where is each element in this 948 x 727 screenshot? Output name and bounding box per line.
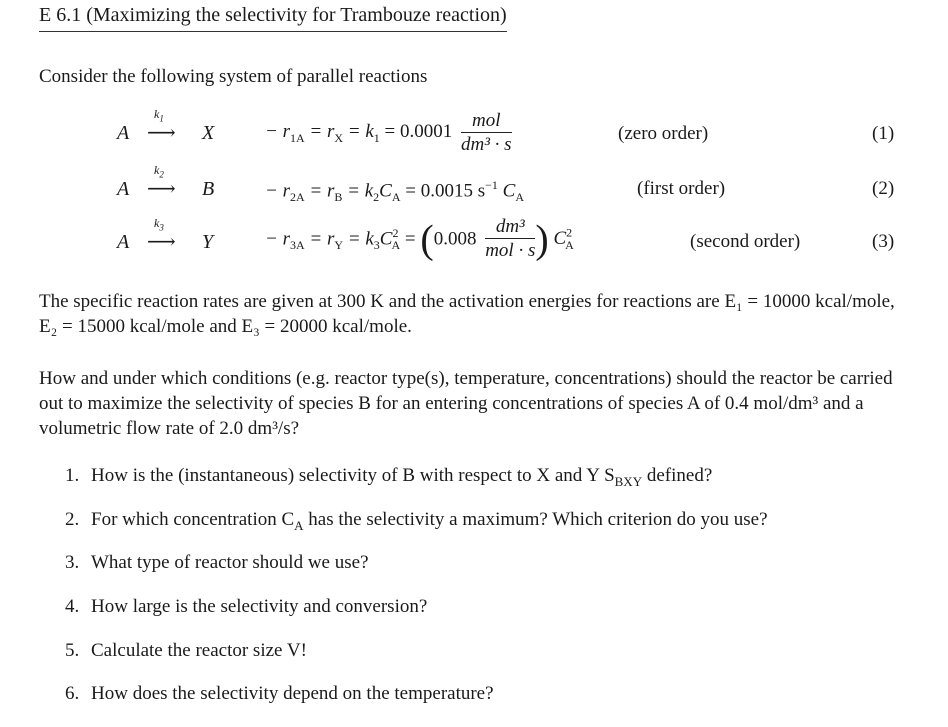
equation-number: (3) [872,231,895,252]
rate-coefficient: 0.008 [433,228,477,250]
reaction-1 [0,108,948,156]
rate-unit-fraction: $\frac{\text{mol}}{\text{dm³ · s}}$ [461,110,512,155]
rate-unit-fraction: $\frac{\text{dm³}}{\text{mol · s}}$ [485,216,536,261]
reaction-arrow: ⟶ $k_2$ [147,163,176,200]
reaction-arrow: ⟶ $k_3$ [147,216,176,253]
list-item: 2. For which concentration $C_A$ has the selectivity a maximum? Which criterion do you use? [65,508,768,533]
question-list [65,465,768,727]
reactant-label: A [117,122,130,144]
reaction-order: (zero order) [618,123,709,144]
product-label: B [202,178,215,200]
reaction-arrow: ⟶ $k_1$ [147,107,176,144]
rate-law: − $r_{3A} = r_Y = k_3C^2_A = (0.008$ $\frac{\text{dm³}}{\text{mol · s}}$ ) $C^2_A$ [265,216,574,262]
rate-law: − $r_{2A} = r_B = k_2C_A = 0.0015$ $s^{-1}$ $C_A$ [265,178,524,205]
product-label: Y [202,231,214,253]
reaction-order: (second order) [690,231,801,252]
paragraph-task: How and under which conditions (e.g. reactor type(s), temperature, concentrations) should the reactor be carried out to maximize the selectivity of species B for an entering concentrations of species A of 0.4 mol/dm³ and a volumetric flow rate of 2.0 dm³/s? [39,368,893,439]
reaction-3 [0,216,948,264]
intro-text: Consider the following system of parallel reactions [39,66,428,87]
list-item: 3. What type of reactor should we use? [65,552,369,574]
left-paren: ( [420,216,434,262]
list-item: 6. How does the selectivity depend on the temperature? [65,683,494,705]
reaction-order: (first order) [637,178,726,199]
list-item: 4. How large is the selectivity and conversion? [65,596,428,618]
reactant-label: A [117,231,130,253]
list-item: 1. How is the (instantaneous) selectivity of B with respect to X and Y $S_{BXY}$ defined? [65,465,713,489]
equation-number: (1) [872,123,895,144]
paragraph-activation-energies: The specific reaction rates are given at 300 K and the activation energies for reactions are E₁ = 10000 kcal/mole, E₂ = 15000 kcal/mole and E₃ = 20000 kcal/mole. [39,291,895,337]
reaction-2 [0,163,948,214]
right-paren: ) [535,216,549,262]
equation-number: (2) [872,178,895,199]
product-label: X [202,122,215,144]
list-item: 5. Calculate the reactor size V! [65,639,307,661]
rate-law: − $r_{1A} = r_X = k_1 = 0.0001$ $\frac{\text{mol}}{\text{dm³ · s}}$ [265,110,512,155]
exercise-title: E 6.1 (Maximizing the selectivity for Trambouze reaction) [39,4,507,32]
reactant-label: A [117,178,130,200]
